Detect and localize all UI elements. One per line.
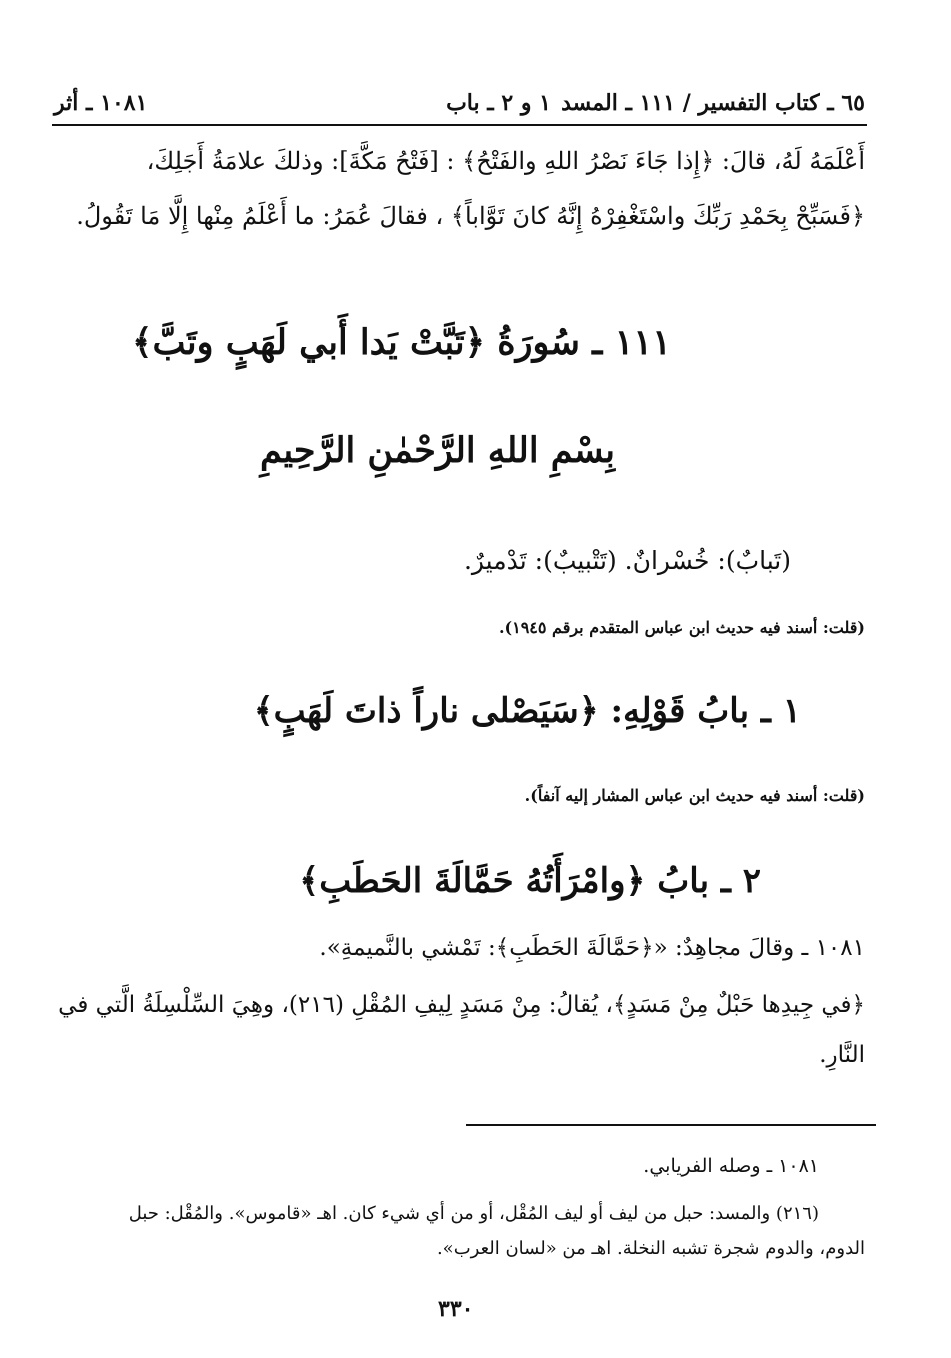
footnote-216: (٢١٦) والمسد: حبل من ليف أو ليف المُقْل، أو من أي شيء كان. اهـ «قاموس». والمُقْل: حبل xyxy=(128,1203,819,1224)
chapter-heading-1: ١ ـ بابُ قَوْلِهِ: ﴿سَيَصْلى ناراً ذاتَ لَهَبٍ﴾ xyxy=(253,691,801,731)
ayah-commentary-line: ﴿في جِيدِها حَبْلٌ مِنْ مَسَدٍ﴾، يُقالُ: مِنْ مَسَدٍ لِيفِ المُقْلِ (٢١٦)، وهِيَ السِّلْسِلَةُ الَّتي في xyxy=(58,992,865,1018)
surah-title: ١١١ ـ سُورَةُ ﴿تَبَّتْ يَدا أَبي لَهَبٍ وتَبَّ﴾ xyxy=(132,322,671,363)
chapter-heading-2: ٢ ـ بابُ ﴿وامْرَأَتُهُ حَمَّالَةَ الحَطَبِ﴾ xyxy=(299,861,761,901)
running-header-section: ١ و ٢ ـ باب xyxy=(446,90,551,116)
running-header-chapter: ٦٥ ـ كتاب التفسير / ١١١ ـ المسد xyxy=(561,90,865,116)
page-number: ٣٣٠ xyxy=(438,1296,474,1322)
ayah-commentary-continuation: النَّارِ. xyxy=(819,1042,865,1068)
footnote-1081: ١٠٨١ ـ وصله الفريابي. xyxy=(643,1155,819,1177)
editor-note-1: (قلت: أسند فيه حديث ابن عباس المتقدم برقم ١٩٤٥). xyxy=(498,618,865,637)
athar-1081: ١٠٨١ ـ وقالَ مجاهِدٌ: «﴿حَمَّالَةَ الحَطَبِ﴾: تَمْشي بالنَّميمةِ». xyxy=(319,935,865,961)
basmala: بِسْمِ اللهِ الرَّحْمٰنِ الرَّحِيمِ xyxy=(260,430,615,471)
body-line-2: ﴿فَسَبِّحْ بِحَمْدِ رَبِّكَ واسْتَغْفِرْهُ إِنَّهُ كانَ تَوَّاباً﴾ ، فقالَ عُمَرُ: ما أَعْلَمُ مِنْها إِلَّا مَا تَقُولُ. xyxy=(76,202,865,230)
running-header-athar: ١٠٨١ ـ أثر xyxy=(54,90,148,116)
editor-note-2: (قلت: أسند فيه حديث ابن عباس المشار إليه آنفاً). xyxy=(524,786,865,805)
footnote-216-continuation: الدوم، والدوم شجرة تشبه النخلة. اهـ من «لسان العرب». xyxy=(436,1238,865,1259)
footnote-rule xyxy=(466,1124,876,1126)
body-line-1: أَعْلَمَهُ لَهُ، قالَ: ﴿إِذا جَاءَ نَصْرُ اللهِ والفَتْحُ﴾ : [فَتْحُ مَكَّةَ]: وذلكَ علامَةُ أَجَلِكَ، xyxy=(146,147,865,175)
header-rule xyxy=(52,124,867,126)
word-gloss: (تَبابٌ): خُسْرانٌ. (تَتْبيبٌ): تَدْميرٌ. xyxy=(463,546,791,575)
